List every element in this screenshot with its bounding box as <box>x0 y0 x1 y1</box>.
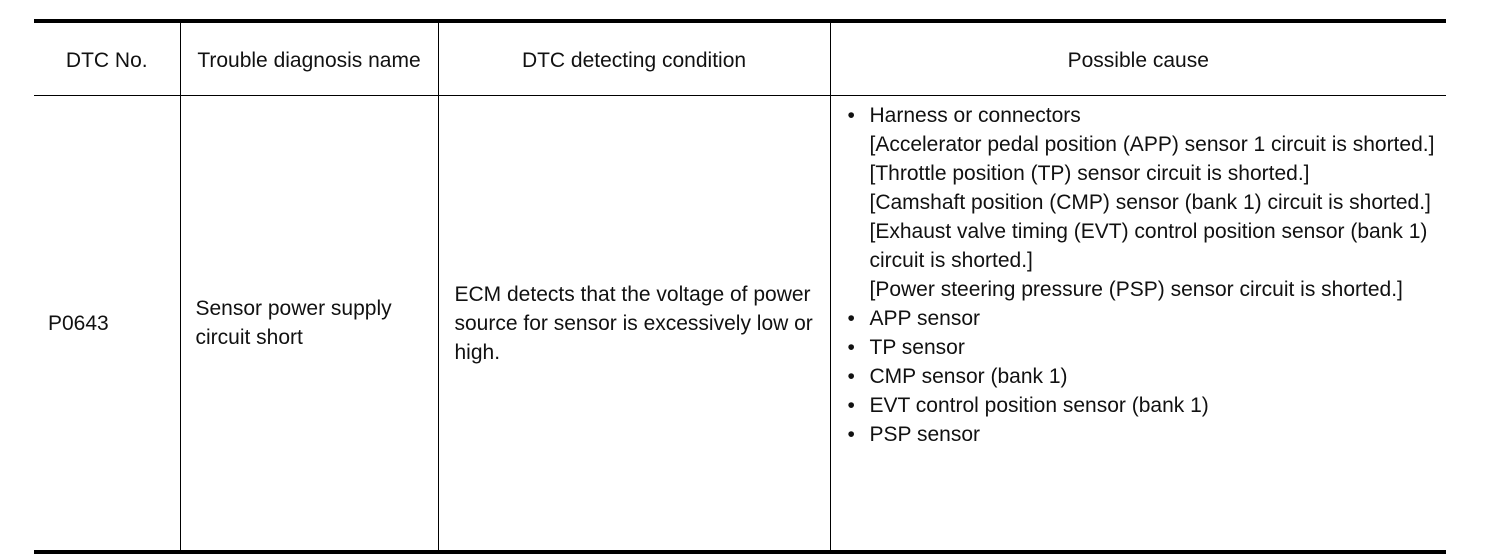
cause-item-evt-sensor <box>846 391 1439 420</box>
harness-detail-psp: [Power steering pressure (PSP) sensor circuit is shorted.] <box>869 278 1403 301</box>
harness-detail-evt: [Exhaust valve timing (EVT) control position sensor (bank 1) circuit is shorted.] <box>869 220 1428 272</box>
header-trouble-diagnosis-name: Trouble diagnosis name <box>180 21 438 96</box>
table-body <box>34 96 1446 553</box>
table-header <box>34 21 1446 96</box>
cause-label-harness: Harness or connectors <box>869 104 1081 127</box>
header-dtc-detecting-condition: DTC detecting condition <box>438 21 830 96</box>
bullet-icon: • <box>847 307 855 330</box>
cause-list <box>846 101 1439 449</box>
harness-detail-cmp: [Camshaft position (CMP) sensor (bank 1) circuit is shorted.] <box>869 191 1431 214</box>
cause-label: EVT control position sensor (bank 1) <box>869 394 1209 417</box>
bullet-icon: • <box>847 336 855 359</box>
cause-item-harness <box>846 101 1439 304</box>
header-row <box>34 21 1446 96</box>
possible-cause-cell <box>830 96 1446 553</box>
bullet-icon: • <box>847 423 855 446</box>
cause-label: PSP sensor <box>869 423 981 446</box>
trouble-name-cell: Sensor power supply circuit short <box>180 96 438 553</box>
bullet-icon: • <box>847 394 855 417</box>
table-row <box>34 96 1446 553</box>
cause-item-cmp-sensor <box>846 362 1439 391</box>
harness-detail-list <box>870 130 1439 304</box>
bullet-icon: • <box>847 104 855 127</box>
cause-label: CMP sensor (bank 1) <box>869 365 1068 388</box>
header-possible-cause: Possible cause <box>830 21 1446 96</box>
harness-detail-app: [Accelerator pedal position (APP) sensor 1 circuit is shorted.] <box>869 133 1435 156</box>
dtc-table <box>34 19 1446 554</box>
dtc-code-cell: P0643 <box>48 311 109 335</box>
cause-item-tp-sensor <box>846 333 1439 362</box>
bullet-icon: • <box>847 365 855 388</box>
cause-label: TP sensor <box>869 336 965 359</box>
cause-item-psp-sensor <box>846 420 1439 449</box>
cause-label: APP sensor <box>869 307 981 330</box>
header-dtc-no: DTC No. <box>65 48 148 72</box>
detecting-condition-cell: ECM detects that the voltage of power source for sensor is excessively low or high. <box>438 96 830 553</box>
cause-item-app-sensor <box>846 304 1439 333</box>
harness-detail-tp: [Throttle position (TP) sensor circuit is shorted.] <box>869 162 1310 185</box>
